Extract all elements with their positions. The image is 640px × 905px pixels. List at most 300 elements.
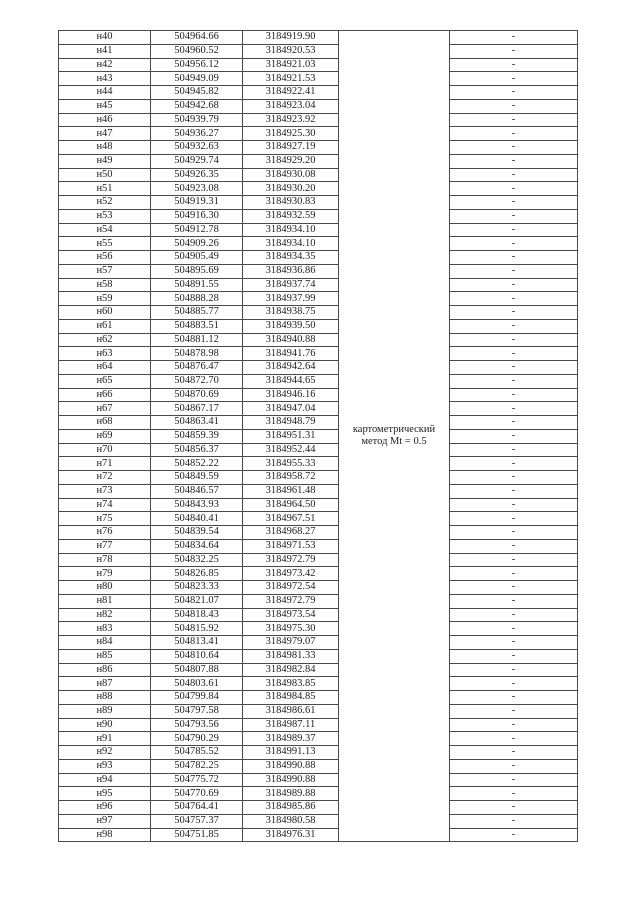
table-row: [59, 182, 578, 196]
point-id-cell: н90: [59, 718, 151, 732]
table-row: [59, 278, 578, 292]
dash-cell: -: [450, 553, 578, 567]
x-coordinate-cell: 504852.22: [151, 457, 243, 471]
table-row: [59, 333, 578, 347]
point-id-cell: н97: [59, 814, 151, 828]
y-coordinate-cell: 3184940.88: [243, 333, 339, 347]
x-coordinate-cell: 504895.69: [151, 264, 243, 278]
x-coordinate-cell: 504832.25: [151, 553, 243, 567]
x-coordinate-cell: 504929.74: [151, 154, 243, 168]
point-id-cell: н45: [59, 99, 151, 113]
y-coordinate-cell: 3184932.59: [243, 209, 339, 223]
table-row: [59, 168, 578, 182]
point-id-cell: н49: [59, 154, 151, 168]
table-row: [59, 347, 578, 361]
point-id-cell: н73: [59, 484, 151, 498]
point-id-cell: н58: [59, 278, 151, 292]
dash-cell: -: [450, 264, 578, 278]
x-coordinate-cell: 504799.84: [151, 691, 243, 705]
x-coordinate-cell: 504751.85: [151, 828, 243, 842]
dash-cell: -: [450, 141, 578, 155]
y-coordinate-cell: 3184990.88: [243, 773, 339, 787]
dash-cell: -: [450, 512, 578, 526]
y-coordinate-cell: 3184921.03: [243, 58, 339, 72]
dash-cell: -: [450, 773, 578, 787]
y-coordinate-cell: 3184937.99: [243, 292, 339, 306]
table-row: [59, 663, 578, 677]
table-row: [59, 553, 578, 567]
y-coordinate-cell: 3184975.30: [243, 622, 339, 636]
x-coordinate-cell: 504919.31: [151, 196, 243, 210]
dash-cell: -: [450, 168, 578, 182]
x-coordinate-cell: 504821.07: [151, 594, 243, 608]
y-coordinate-cell: 3184973.54: [243, 608, 339, 622]
x-coordinate-cell: 504803.61: [151, 677, 243, 691]
table-row: [59, 828, 578, 842]
dash-cell: -: [450, 691, 578, 705]
point-id-cell: н75: [59, 512, 151, 526]
dash-cell: -: [450, 347, 578, 361]
y-coordinate-cell: 3184986.61: [243, 704, 339, 718]
table-row: [59, 402, 578, 416]
table-row: [59, 814, 578, 828]
dash-cell: -: [450, 154, 578, 168]
dash-cell: -: [450, 471, 578, 485]
point-id-cell: н56: [59, 251, 151, 265]
table-row: [59, 594, 578, 608]
point-id-cell: н65: [59, 374, 151, 388]
method-name: картометрический: [352, 424, 436, 436]
x-coordinate-cell: 504843.93: [151, 498, 243, 512]
dash-cell: -: [450, 251, 578, 265]
x-coordinate-cell: 504876.47: [151, 361, 243, 375]
y-coordinate-cell: 3184976.31: [243, 828, 339, 842]
x-coordinate-cell: 504815.92: [151, 622, 243, 636]
y-coordinate-cell: 3184981.33: [243, 649, 339, 663]
dash-cell: -: [450, 237, 578, 251]
table-row: [59, 704, 578, 718]
table-row: [59, 416, 578, 430]
y-coordinate-cell: 3184934.35: [243, 251, 339, 265]
dash-cell: -: [450, 416, 578, 430]
x-coordinate-cell: 504891.55: [151, 278, 243, 292]
y-coordinate-cell: 3184930.83: [243, 196, 339, 210]
x-coordinate-cell: 504905.49: [151, 251, 243, 265]
dash-cell: -: [450, 746, 578, 760]
method-accuracy: метод Mt = 0.5: [361, 436, 427, 448]
table-row: [59, 388, 578, 402]
dash-cell: -: [450, 223, 578, 237]
point-id-cell: н76: [59, 526, 151, 540]
y-coordinate-cell: 3184919.90: [243, 31, 339, 45]
table-row: [59, 773, 578, 787]
point-id-cell: н71: [59, 457, 151, 471]
dash-cell: -: [450, 113, 578, 127]
dash-cell: -: [450, 539, 578, 553]
dash-cell: -: [450, 86, 578, 100]
y-coordinate-cell: 3184941.76: [243, 347, 339, 361]
point-id-cell: н70: [59, 443, 151, 457]
table-row: [59, 718, 578, 732]
y-coordinate-cell: 3184961.48: [243, 484, 339, 498]
x-coordinate-cell: 504942.68: [151, 99, 243, 113]
point-id-cell: н60: [59, 306, 151, 320]
table-row: [59, 759, 578, 773]
point-id-cell: н59: [59, 292, 151, 306]
dash-cell: -: [450, 99, 578, 113]
table-row: [59, 429, 578, 443]
y-coordinate-cell: 3184923.92: [243, 113, 339, 127]
x-coordinate-cell: 504834.64: [151, 539, 243, 553]
y-coordinate-cell: 3184939.50: [243, 319, 339, 333]
x-coordinate-cell: 504764.41: [151, 801, 243, 815]
dash-cell: -: [450, 759, 578, 773]
table-row: [59, 539, 578, 553]
point-id-cell: н40: [59, 31, 151, 45]
point-id-cell: н54: [59, 223, 151, 237]
table-row: [59, 44, 578, 58]
table-row: [59, 622, 578, 636]
point-id-cell: н48: [59, 141, 151, 155]
y-coordinate-cell: 3184987.11: [243, 718, 339, 732]
point-id-cell: н78: [59, 553, 151, 567]
point-id-cell: н91: [59, 732, 151, 746]
y-coordinate-cell: 3184929.20: [243, 154, 339, 168]
dash-cell: -: [450, 292, 578, 306]
x-coordinate-cell: 504797.58: [151, 704, 243, 718]
point-id-cell: н47: [59, 127, 151, 141]
dash-cell: -: [450, 814, 578, 828]
point-id-cell: н89: [59, 704, 151, 718]
y-coordinate-cell: 3184930.08: [243, 168, 339, 182]
x-coordinate-cell: 504960.52: [151, 44, 243, 58]
dash-cell: -: [450, 429, 578, 443]
dash-cell: -: [450, 182, 578, 196]
table-row: [59, 31, 578, 45]
point-id-cell: н93: [59, 759, 151, 773]
y-coordinate-cell: 3184938.75: [243, 306, 339, 320]
x-coordinate-cell: 504790.29: [151, 732, 243, 746]
dash-cell: -: [450, 361, 578, 375]
table-row: [59, 154, 578, 168]
point-id-cell: н85: [59, 649, 151, 663]
dash-cell: -: [450, 58, 578, 72]
point-id-cell: н94: [59, 773, 151, 787]
point-id-cell: н67: [59, 402, 151, 416]
dash-cell: -: [450, 567, 578, 581]
table-row: [59, 677, 578, 691]
table-row: [59, 649, 578, 663]
x-coordinate-cell: 504775.72: [151, 773, 243, 787]
dash-cell: -: [450, 72, 578, 86]
y-coordinate-cell: 3184937.74: [243, 278, 339, 292]
dash-cell: -: [450, 622, 578, 636]
table-row: [59, 237, 578, 251]
dash-cell: -: [450, 484, 578, 498]
table-row: [59, 306, 578, 320]
table-row: [59, 732, 578, 746]
dash-cell: -: [450, 718, 578, 732]
x-coordinate-cell: 504849.59: [151, 471, 243, 485]
point-id-cell: н83: [59, 622, 151, 636]
y-coordinate-cell: 3184921.53: [243, 72, 339, 86]
point-id-cell: н62: [59, 333, 151, 347]
dash-cell: -: [450, 319, 578, 333]
dash-cell: -: [450, 677, 578, 691]
x-coordinate-cell: 504883.51: [151, 319, 243, 333]
x-coordinate-cell: 504863.41: [151, 416, 243, 430]
x-coordinate-cell: 504885.77: [151, 306, 243, 320]
table-row: [59, 457, 578, 471]
y-coordinate-cell: 3184968.27: [243, 526, 339, 540]
coordinates-table-body: [59, 31, 578, 842]
point-id-cell: н72: [59, 471, 151, 485]
point-id-cell: н53: [59, 209, 151, 223]
point-id-cell: н87: [59, 677, 151, 691]
table-row: [59, 319, 578, 333]
x-coordinate-cell: 504757.37: [151, 814, 243, 828]
table-row: [59, 113, 578, 127]
point-id-cell: н77: [59, 539, 151, 553]
x-coordinate-cell: 504785.52: [151, 746, 243, 760]
y-coordinate-cell: 3184982.84: [243, 663, 339, 677]
y-coordinate-cell: 3184948.79: [243, 416, 339, 430]
point-id-cell: н55: [59, 237, 151, 251]
point-id-cell: н96: [59, 801, 151, 815]
table-row: [59, 443, 578, 457]
dash-cell: -: [450, 333, 578, 347]
point-id-cell: н66: [59, 388, 151, 402]
x-coordinate-cell: 504888.28: [151, 292, 243, 306]
dash-cell: -: [450, 704, 578, 718]
x-coordinate-cell: 504813.41: [151, 636, 243, 650]
point-id-cell: н80: [59, 581, 151, 595]
y-coordinate-cell: 3184923.04: [243, 99, 339, 113]
point-id-cell: н82: [59, 608, 151, 622]
table-row: [59, 292, 578, 306]
dash-cell: -: [450, 374, 578, 388]
x-coordinate-cell: 504936.27: [151, 127, 243, 141]
dash-cell: -: [450, 196, 578, 210]
table-row: [59, 636, 578, 650]
table-row: [59, 374, 578, 388]
y-coordinate-cell: 3184958.72: [243, 471, 339, 485]
table-row: [59, 801, 578, 815]
point-id-cell: н84: [59, 636, 151, 650]
y-coordinate-cell: 3184964.50: [243, 498, 339, 512]
point-id-cell: н86: [59, 663, 151, 677]
x-coordinate-cell: 504926.35: [151, 168, 243, 182]
table-row: [59, 264, 578, 278]
dash-cell: -: [450, 388, 578, 402]
table-row: [59, 581, 578, 595]
y-coordinate-cell: 3184989.88: [243, 787, 339, 801]
x-coordinate-cell: 504818.43: [151, 608, 243, 622]
dash-cell: -: [450, 306, 578, 320]
y-coordinate-cell: 3184980.58: [243, 814, 339, 828]
dash-cell: -: [450, 594, 578, 608]
x-coordinate-cell: 504826.85: [151, 567, 243, 581]
coordinates-table: [58, 30, 578, 842]
x-coordinate-cell: 504846.57: [151, 484, 243, 498]
x-coordinate-cell: 504807.88: [151, 663, 243, 677]
dash-cell: -: [450, 44, 578, 58]
dash-cell: -: [450, 636, 578, 650]
point-id-cell: н88: [59, 691, 151, 705]
x-coordinate-cell: 504770.69: [151, 787, 243, 801]
table-row: [59, 471, 578, 485]
x-coordinate-cell: 504945.82: [151, 86, 243, 100]
y-coordinate-cell: 3184947.04: [243, 402, 339, 416]
x-coordinate-cell: 504870.69: [151, 388, 243, 402]
x-coordinate-cell: 504881.12: [151, 333, 243, 347]
table-row: [59, 86, 578, 100]
dash-cell: -: [450, 443, 578, 457]
point-id-cell: н52: [59, 196, 151, 210]
x-coordinate-cell: 504840.41: [151, 512, 243, 526]
dash-cell: -: [450, 209, 578, 223]
y-coordinate-cell: 3184920.53: [243, 44, 339, 58]
dash-cell: -: [450, 732, 578, 746]
y-coordinate-cell: 3184934.10: [243, 223, 339, 237]
y-coordinate-cell: 3184942.64: [243, 361, 339, 375]
y-coordinate-cell: 3184972.79: [243, 553, 339, 567]
dash-cell: -: [450, 526, 578, 540]
x-coordinate-cell: 504859.39: [151, 429, 243, 443]
table-row: [59, 196, 578, 210]
method-cell: [339, 31, 450, 842]
point-id-cell: н64: [59, 361, 151, 375]
x-coordinate-cell: 504916.30: [151, 209, 243, 223]
x-coordinate-cell: 504964.66: [151, 31, 243, 45]
dash-cell: -: [450, 787, 578, 801]
table-row: [59, 691, 578, 705]
point-id-cell: н42: [59, 58, 151, 72]
point-id-cell: н69: [59, 429, 151, 443]
y-coordinate-cell: 3184972.79: [243, 594, 339, 608]
point-id-cell: н81: [59, 594, 151, 608]
y-coordinate-cell: 3184944.65: [243, 374, 339, 388]
x-coordinate-cell: 504878.98: [151, 347, 243, 361]
table-row: [59, 484, 578, 498]
point-id-cell: н43: [59, 72, 151, 86]
y-coordinate-cell: 3184936.86: [243, 264, 339, 278]
dash-cell: -: [450, 608, 578, 622]
x-coordinate-cell: 504872.70: [151, 374, 243, 388]
y-coordinate-cell: 3184952.44: [243, 443, 339, 457]
dash-cell: -: [450, 581, 578, 595]
point-id-cell: н98: [59, 828, 151, 842]
point-id-cell: н74: [59, 498, 151, 512]
x-coordinate-cell: 504949.09: [151, 72, 243, 86]
y-coordinate-cell: 3184934.10: [243, 237, 339, 251]
point-id-cell: н61: [59, 319, 151, 333]
x-coordinate-cell: 504856.37: [151, 443, 243, 457]
table-row: [59, 251, 578, 265]
dash-cell: -: [450, 278, 578, 292]
point-id-cell: н63: [59, 347, 151, 361]
table-row: [59, 99, 578, 113]
point-id-cell: н92: [59, 746, 151, 760]
point-id-cell: н68: [59, 416, 151, 430]
point-id-cell: н46: [59, 113, 151, 127]
dash-cell: -: [450, 127, 578, 141]
y-coordinate-cell: 3184927.19: [243, 141, 339, 155]
y-coordinate-cell: 3184922.41: [243, 86, 339, 100]
y-coordinate-cell: 3184989.37: [243, 732, 339, 746]
y-coordinate-cell: 3184983.85: [243, 677, 339, 691]
y-coordinate-cell: 3184971.53: [243, 539, 339, 553]
point-id-cell: н79: [59, 567, 151, 581]
y-coordinate-cell: 3184979.07: [243, 636, 339, 650]
dash-cell: -: [450, 457, 578, 471]
x-coordinate-cell: 504923.08: [151, 182, 243, 196]
dash-cell: -: [450, 649, 578, 663]
table-row: [59, 209, 578, 223]
point-id-cell: н95: [59, 787, 151, 801]
x-coordinate-cell: 504912.78: [151, 223, 243, 237]
table-row: [59, 567, 578, 581]
x-coordinate-cell: 504932.63: [151, 141, 243, 155]
point-id-cell: н51: [59, 182, 151, 196]
table-row: [59, 141, 578, 155]
y-coordinate-cell: 3184972.54: [243, 581, 339, 595]
point-id-cell: н50: [59, 168, 151, 182]
table-row: [59, 127, 578, 141]
y-coordinate-cell: 3184985.86: [243, 801, 339, 815]
point-id-cell: н57: [59, 264, 151, 278]
x-coordinate-cell: 504939.79: [151, 113, 243, 127]
x-coordinate-cell: 504956.12: [151, 58, 243, 72]
x-coordinate-cell: 504839.54: [151, 526, 243, 540]
table-row: [59, 608, 578, 622]
y-coordinate-cell: 3184967.51: [243, 512, 339, 526]
x-coordinate-cell: 504782.25: [151, 759, 243, 773]
point-id-cell: н41: [59, 44, 151, 58]
x-coordinate-cell: 504823.33: [151, 581, 243, 595]
y-coordinate-cell: 3184955.33: [243, 457, 339, 471]
table-row: [59, 787, 578, 801]
dash-cell: -: [450, 801, 578, 815]
table-row: [59, 746, 578, 760]
y-coordinate-cell: 3184946.16: [243, 388, 339, 402]
dash-cell: -: [450, 31, 578, 45]
table-row: [59, 498, 578, 512]
y-coordinate-cell: 3184973.42: [243, 567, 339, 581]
y-coordinate-cell: 3184991.13: [243, 746, 339, 760]
table-row: [59, 58, 578, 72]
point-id-cell: н44: [59, 86, 151, 100]
x-coordinate-cell: 504867.17: [151, 402, 243, 416]
y-coordinate-cell: 3184990.88: [243, 759, 339, 773]
y-coordinate-cell: 3184951.31: [243, 429, 339, 443]
y-coordinate-cell: 3184984.85: [243, 691, 339, 705]
dash-cell: -: [450, 402, 578, 416]
dash-cell: -: [450, 498, 578, 512]
x-coordinate-cell: 504909.26: [151, 237, 243, 251]
table-row: [59, 223, 578, 237]
dash-cell: -: [450, 663, 578, 677]
y-coordinate-cell: 3184930.20: [243, 182, 339, 196]
table-row: [59, 526, 578, 540]
dash-cell: -: [450, 828, 578, 842]
table-row: [59, 361, 578, 375]
x-coordinate-cell: 504793.56: [151, 718, 243, 732]
table-row: [59, 72, 578, 86]
table-row: [59, 512, 578, 526]
x-coordinate-cell: 504810.64: [151, 649, 243, 663]
y-coordinate-cell: 3184925.30: [243, 127, 339, 141]
